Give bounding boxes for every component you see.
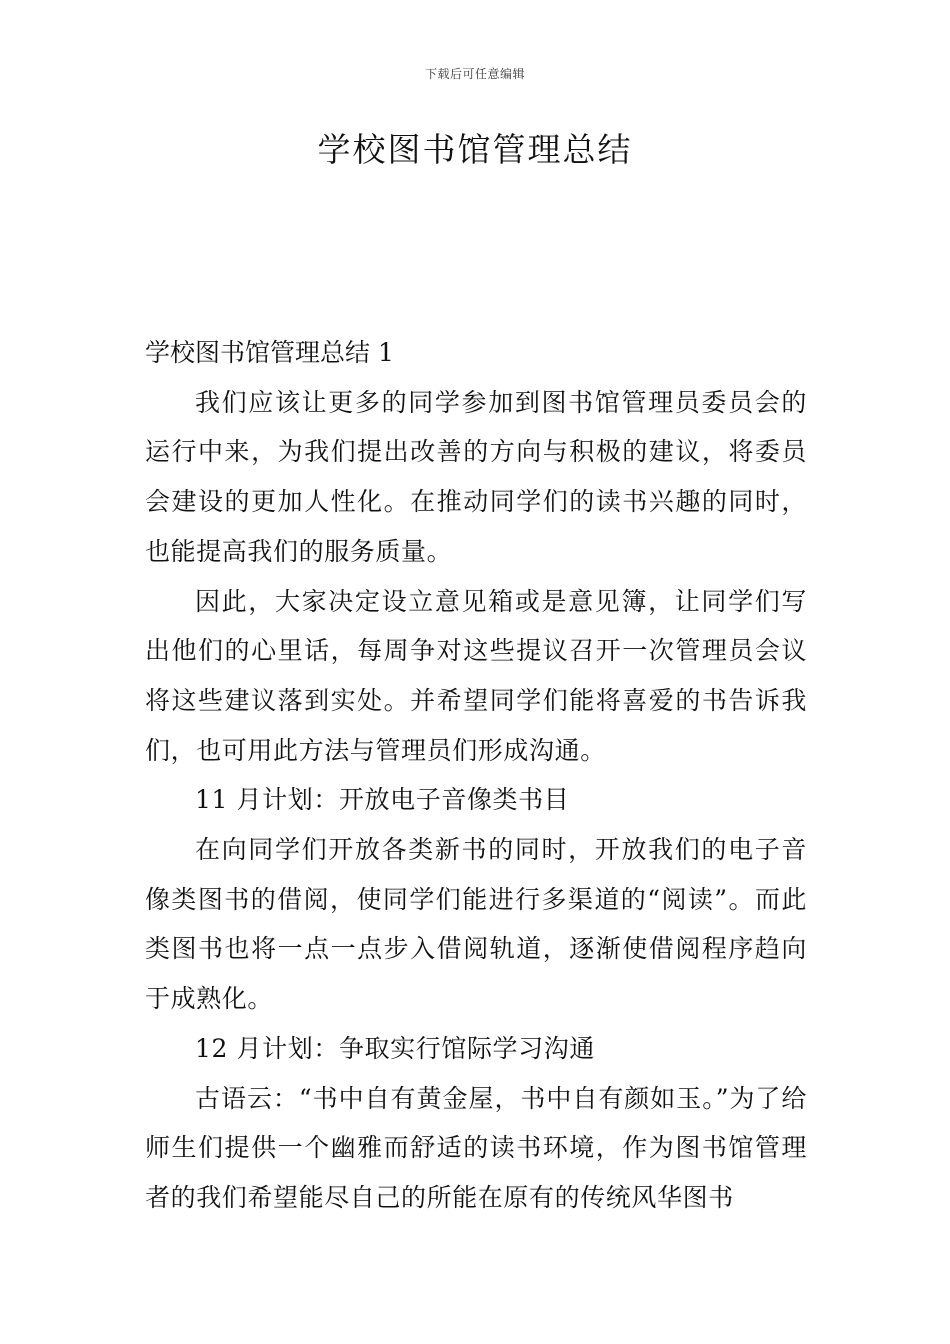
plan-heading-november: 11 月计划：开放电子音像类书目 xyxy=(195,785,570,815)
document-title: 学校图书馆管理总结 xyxy=(317,130,633,169)
paragraph: 古语云：“书中自有黄金屋，书中自有颜如玉。”为了给师生们提供一个幽雅而舒适的读书环境，作为图书馆管理者的我们希望能尽自己的所能在原有的传统风华图书 xyxy=(145,1083,807,1212)
paragraph: 在向同学们开放各类新书的同时，开放我们的电子音像类图书的借阅，使同学们能进行多渠道的“阅读”。而此类图书也将一点一点步入借阅轨道，逐渐使借阅程序趋向于成熟化。 xyxy=(145,835,807,1014)
plan-heading-december: 12 月计划：争取实行馆际学习沟通 xyxy=(195,1033,595,1063)
document-body xyxy=(145,328,807,1223)
section-heading: 学校图书馆管理总结 1 xyxy=(145,338,394,367)
paragraph: 我们应该让更多的同学参加到图书馆管理员委员会的运行中来，为我们提出改善的方向与积极的建议，将委员会建设的更加人性化。在推动同学们的读书兴趣的同时，也能提高我们的服务质量。 xyxy=(145,387,807,566)
header-note: 下载后可任意编辑 xyxy=(424,67,525,81)
paragraph: 因此，大家决定设立意见箱或是意见簿，让同学们写出他们的心里话，每周争对这些提议召开一次管理员会议将这些建议落到实处。并希望同学们能将喜爱的书告诉我们，也可用此方法与管理员们形成沟通。 xyxy=(145,586,807,765)
